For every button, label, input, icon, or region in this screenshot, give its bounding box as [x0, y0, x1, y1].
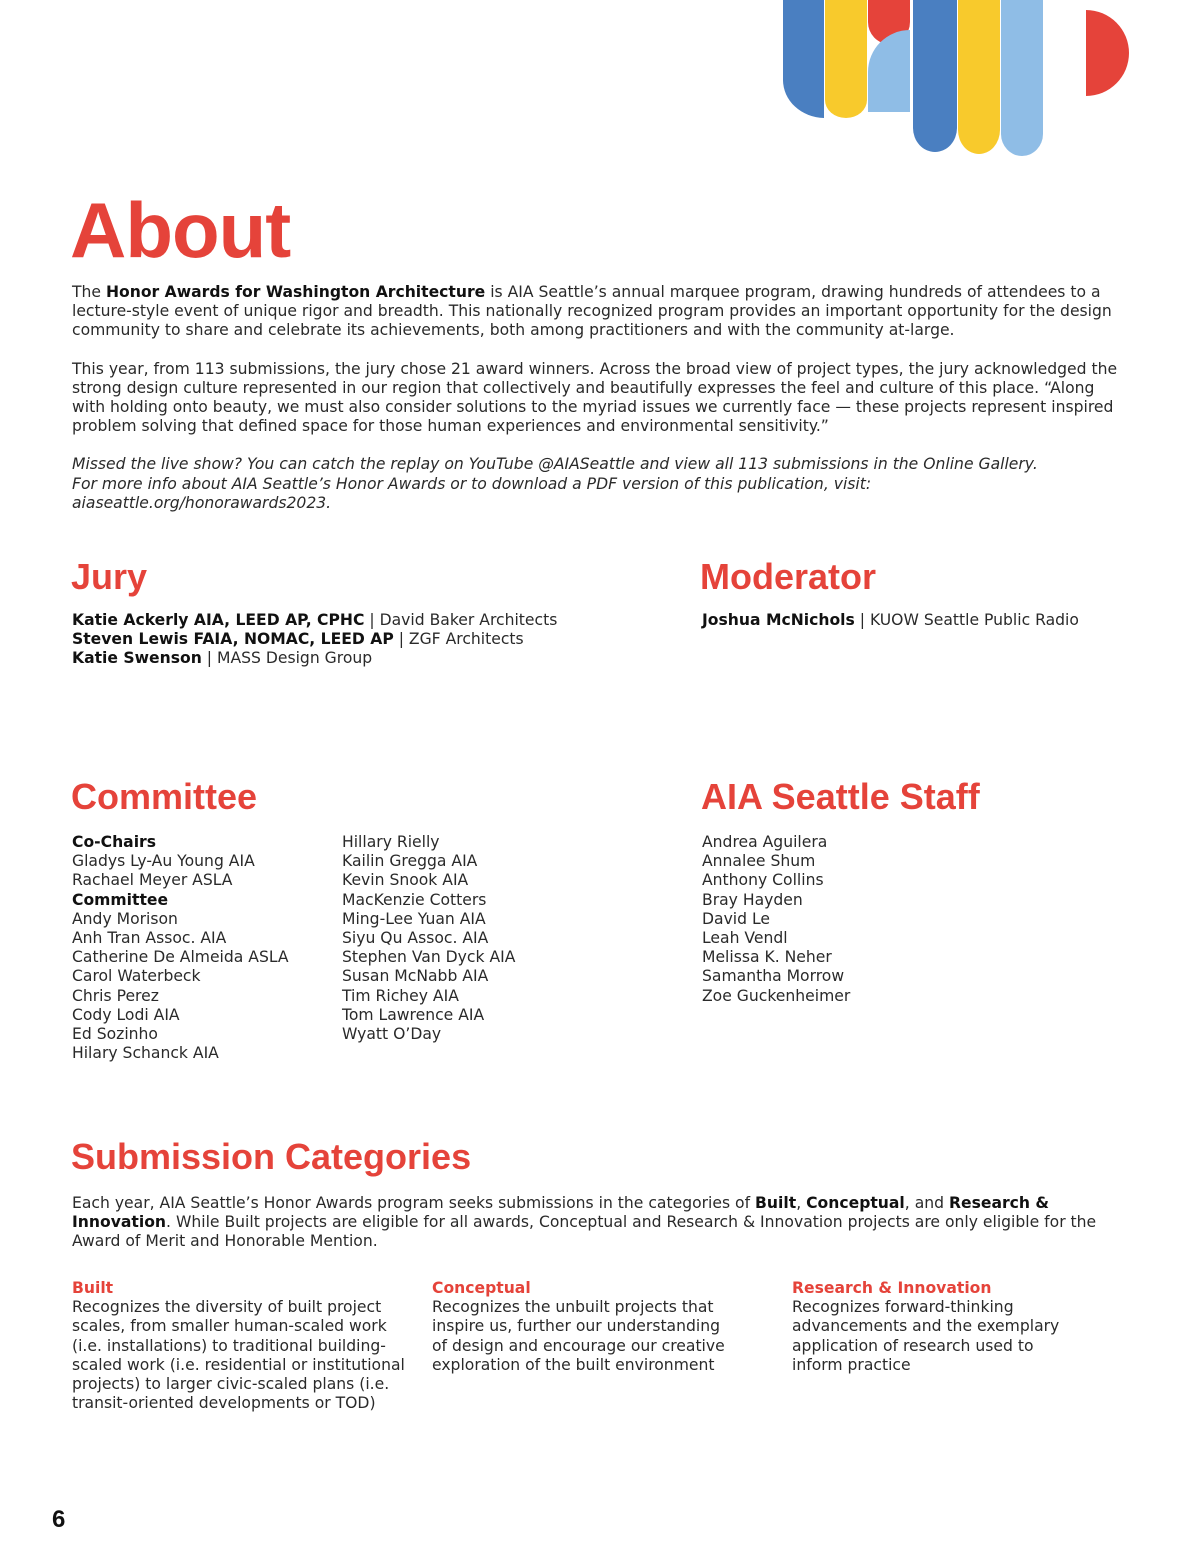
- category-description: Recognizes forward-thinking advancements and the exemplary application of research used to inform practice: [792, 1298, 1060, 1374]
- submission-title: Submission Categories: [71, 1136, 472, 1177]
- moderator-org: | KUOW Seattle Public Radio: [854, 611, 1079, 629]
- committee-title: Committee: [71, 776, 258, 817]
- committee-member: Stephen Van Dyck AIA: [342, 948, 516, 967]
- logo-blue-arc-2: [913, 128, 957, 152]
- moderator-entry: [702, 611, 1079, 630]
- aia-seattle-logo-graphic: [780, 0, 1130, 160]
- jury-member: Katie Ackerly AIA, LEED AP, CPHC | David Baker Architects: [72, 611, 558, 629]
- logo-red-half: [1086, 10, 1129, 96]
- committee-member: Ed Sozinho: [72, 1025, 158, 1044]
- jury-member: Katie Swenson | MASS Design Group: [72, 649, 373, 668]
- about-title: About: [70, 186, 291, 274]
- jury-member: Steven Lewis FAIA, NOMAC, LEED AP | ZGF Architects: [72, 630, 524, 649]
- category-title: Research & Innovation: [792, 1279, 992, 1297]
- staff-member: Melissa K. Neher: [702, 948, 832, 967]
- committee-member: Siyu Qu Assoc. AIA: [342, 929, 489, 948]
- staff-list: [702, 833, 850, 1006]
- committee-member: Tim Richey AIA: [342, 986, 459, 1005]
- about-p3-line-2: For more info about AIA Seattle’s Honor Awards or to download a PDF version of this publication, visit: aiaseattle.org/honorawards2023.: [72, 474, 872, 512]
- jury-title: Jury: [71, 556, 148, 597]
- category-description: Recognizes the unbuilt projects that inspire us, further our understanding of design and encourage our creative exploration of the built environment: [432, 1298, 725, 1374]
- logo-yellow-bar-1: [825, 0, 867, 100]
- staff-member: Andrea Aguilera: [702, 833, 828, 851]
- committee-column-2: [342, 833, 515, 1044]
- about-p1-post: is AIA Seattle’s annual marquee program, drawing hundreds of attendees to a lecture-style event of unique rigor and breadth. This nationally recognized program provides an important opportunity for the design community to share and celebrate its achievements, both among practitioners and with the community at-large.: [72, 283, 1112, 340]
- staff-member: Leah Vendl: [702, 929, 788, 948]
- committee-member: Rachael Meyer ASLA: [72, 871, 233, 890]
- category-description: Recognizes the diversity of built project scales, from smaller human-scaled work (i.e. installations) to traditional building- scaled work (i.e. residential or institutional projects) to larger civic-scaled plans (i.e. transit-oriented developments or TOD): [72, 1298, 405, 1413]
- category-built-bold: Built: [755, 1194, 797, 1212]
- staff-member: Annalee Shum: [702, 852, 816, 871]
- staff-title: AIA Seattle Staff: [701, 776, 980, 817]
- logo-blue-arc-1: [783, 80, 824, 118]
- committee-member: Kevin Snook AIA: [342, 871, 469, 890]
- logo-lightblue-bar: [1001, 0, 1043, 134]
- committee-member: Catherine De Almeida ASLA: [72, 948, 289, 967]
- logo-yellow-arc-1: [825, 100, 867, 118]
- logo-yellow-arc-2: [958, 130, 1000, 154]
- committee-member: MacKenzie Cotters: [342, 890, 487, 909]
- about-paragraph-2: This year, from 113 submissions, the jury chose 21 award winners. Across the broad view of project types, the jury acknowledged the strong design culture represented in our region that collectively and beautifully expresses the feel and culture of this place. “Along with holding onto beauty, we must also consider solutions to the myriad issues we currently face — these projects represent inspired problem solving that defined space for those human experiences and environmental sensitivity.”: [72, 359, 1118, 436]
- logo-lightblue-arc: [1001, 134, 1043, 156]
- committee-member: Anh Tran Assoc. AIA: [72, 929, 227, 948]
- about-p1-pre: The: [72, 283, 106, 301]
- moderator-name: Joshua McNichols: [702, 611, 855, 629]
- about-p3-line-1: Missed the live show? You can catch the replay on YouTube @AIASeattle and view all 113 submissions in the Online Gallery.: [72, 455, 1038, 474]
- category-title: Built: [72, 1279, 114, 1297]
- jury-list: [72, 611, 557, 669]
- logo-lightblue-half: [868, 30, 910, 112]
- committee-member: Kailin Gregga AIA: [342, 852, 478, 871]
- committee-member: Ming-Lee Yuan AIA: [342, 909, 486, 928]
- about-paragraph-1: [72, 283, 1130, 341]
- about-paragraph-3: [72, 455, 1130, 513]
- category-conceptual: [432, 1279, 762, 1375]
- logo-yellow-bar-2: [958, 0, 1000, 130]
- about-p1-program-name: Honor Awards for Washington Architecture: [105, 283, 486, 301]
- committee-member: Chris Perez: [72, 986, 159, 1005]
- about-body: [72, 283, 1130, 513]
- committee-member: Gladys Ly-Au Young AIA: [72, 852, 255, 871]
- category-conceptual-bold: Conceptual: [806, 1194, 905, 1212]
- staff-member: Zoe Guckenheimer: [702, 986, 851, 1005]
- category-built: [72, 1279, 412, 1413]
- category-research-innovation: [792, 1279, 1122, 1375]
- staff-member: Bray Hayden: [702, 890, 803, 909]
- committee-member: Susan McNabb AIA: [342, 967, 489, 986]
- committee-member: Cody Lodi AIA: [72, 1005, 180, 1024]
- submission-intro: Each year, AIA Seattle’s Honor Awards program seeks submissions in the categories of Built, Conceptual, and Research & Innovation. While Built projects are eligible for all awards, Conceptual and Research & Innovation projects are only eligible for the Award of Merit and Honorable Mention.: [72, 1194, 1097, 1251]
- committee-member: Wyatt O’Day: [342, 1025, 442, 1044]
- staff-member: Samantha Morrow: [702, 967, 845, 986]
- page-number: 6: [52, 1506, 66, 1533]
- committee-member: Carol Waterbeck: [72, 967, 201, 986]
- category-research-bold: Research & Innovation: [72, 1194, 1050, 1232]
- logo-blue-bar-1b: [783, 0, 824, 80]
- committee-member: Hillary Rielly: [342, 833, 440, 851]
- staff-member: Anthony Collins: [702, 871, 824, 890]
- committee-member: Hilary Schanck AIA: [72, 1044, 219, 1063]
- logo-blue-bar-2: [913, 0, 957, 128]
- committee-member: Tom Lawrence AIA: [342, 1005, 485, 1024]
- committee-column-1: [72, 833, 289, 1063]
- committee-heading-committee: Committee: [72, 890, 169, 909]
- staff-member: David Le: [702, 909, 770, 928]
- committee-heading-co-chairs: Co-Chairs: [72, 833, 157, 851]
- moderator-title: Moderator: [700, 556, 877, 597]
- committee-member: Andy Morison: [72, 909, 178, 928]
- category-title: Conceptual: [432, 1279, 531, 1297]
